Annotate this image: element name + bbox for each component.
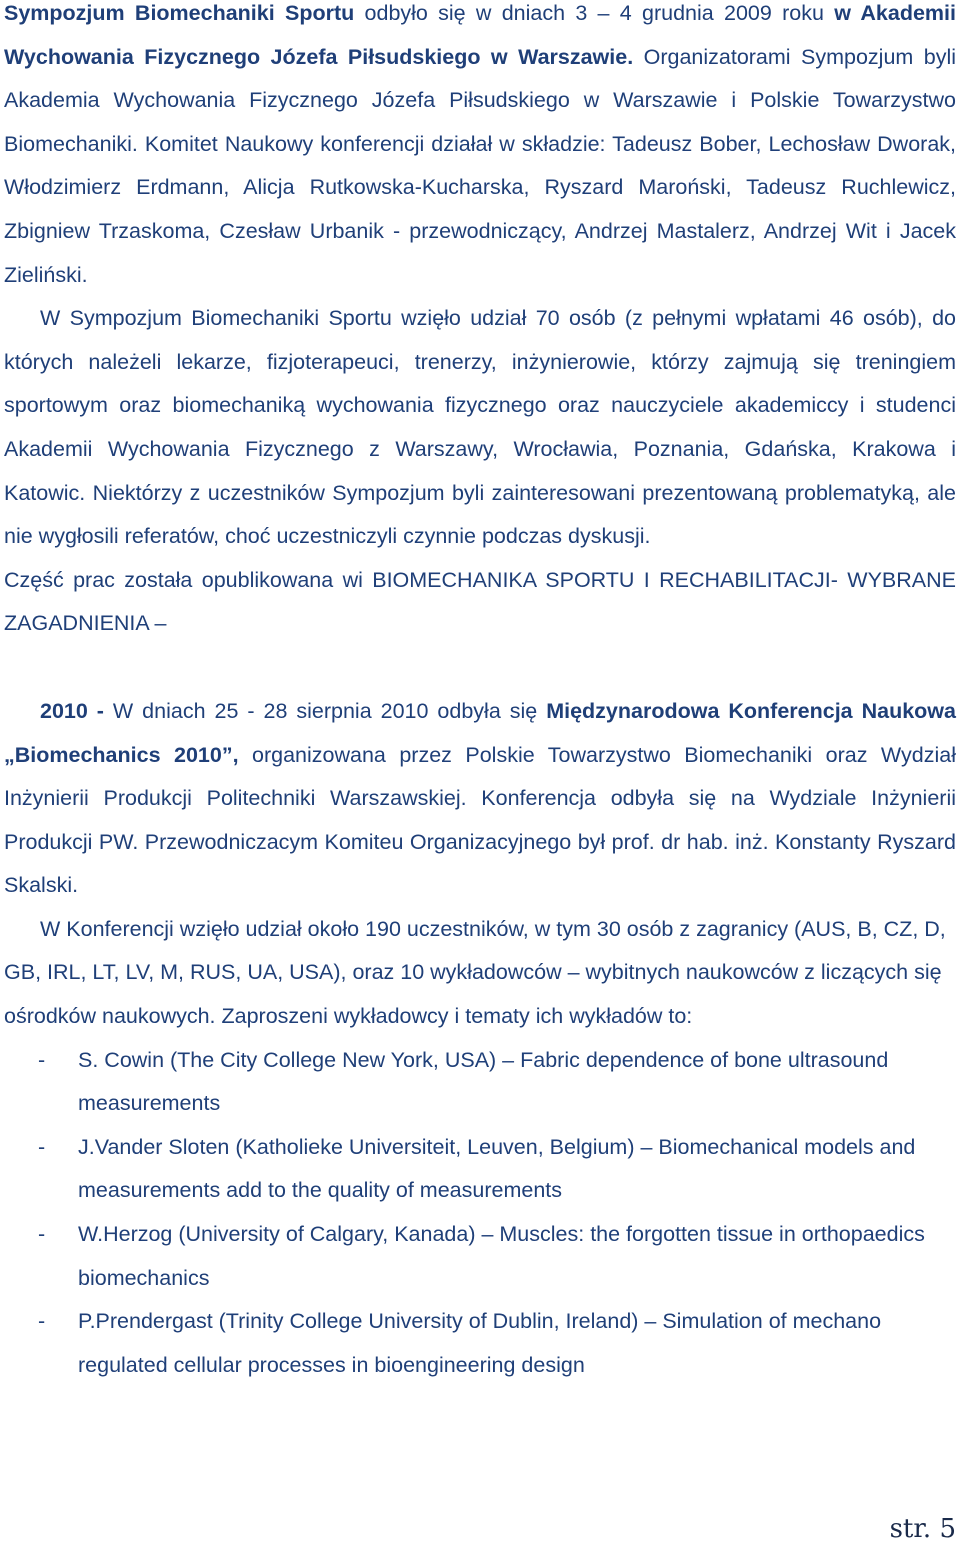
- symposium-venue: w Akademii Wychowania Fizycznego Józefa Piłsudskiego w Warszawie.: [4, 1, 956, 69]
- lecture-text: P.Prendergast (Trinity College University of Dublin, Ireland) – Simulation of mechano regulated cellular processes in bioengineering design: [78, 1309, 882, 1377]
- lecture-text: W.Herzog (University of Calgary, Kanada) – Muscles: the forgotten tissue in orthopaedics biomechanics: [78, 1222, 925, 1290]
- conference-details: organizowana przez Polskie Towarzystwo Biomechaniki oraz Wydział Inżynierii Produkcji Politechniki Warszawskiej. Konferencja odbyła się na Wydziale Inżynierii Produkcji PW. Przewodniczacym Komiteu Organizacyjnego był prof. dr hab. inż. Konstanty Ryszard Skalski.: [4, 742, 956, 898]
- page-number: str. 5: [889, 1514, 956, 1544]
- lecture-item: [4, 1300, 956, 1387]
- symposium-name: Sympozjum Biomechaniki Sportu: [4, 1, 355, 25]
- list-dash: -: [38, 1047, 46, 1072]
- lecture-list: [4, 1039, 956, 1388]
- paragraph-participants: W Sympozjum Biomechaniki Sportu wzięło udział 70 osób (z pełnymi wpłatami 46 osób), do których należeli lekarze, fizjoterapeuci, trenerzy, inżynierowie, którzy zajmują się treningiem sportowym oraz biomechaniką wychowania fizycznego oraz nauczyciele akademiccy i studenci Akademii Wychowania Fizycznego z Warszawy, Wrocławia, Poznania, Gdańska, Krakowa i Katowic. Niektórzy z uczestników Sympozjum byli zainteresowani prezentowaną problematyką, ale nie wygłosili referatów, choć uczestniczyli czynnie podczas dyskusji.: [4, 306, 956, 549]
- list-dash: -: [38, 1134, 46, 1159]
- document-page: [4, 0, 956, 1387]
- conference-name: Międzynarodowa Konferencja Naukowa „Biomechanics 2010”,: [4, 698, 956, 767]
- lecture-item: [4, 1126, 956, 1213]
- lecture-text: J.Vander Sloten (Katholieke Universiteit, Leuven, Belgium) – Biomechanical models and measurements add to the quality of measurements: [78, 1134, 916, 1203]
- symposium-dates: odbyło się w dniach 3 – 4 grudnia 2009 roku: [354, 1, 835, 25]
- lecture-item: [4, 1213, 956, 1300]
- paragraph-symposium: [4, 0, 956, 297]
- conference-year: 2010 -: [40, 698, 104, 723]
- list-dash: -: [38, 1309, 46, 1334]
- paragraph-gap: [4, 646, 956, 690]
- paragraph-conference-attendance: W Konferencji wzięło udział około 190 uczestników, w tym 30 osób z zagranicy (AUS, B, CZ, D, GB, IRL, LT, LV, M, RUS, UA, USA), oraz 10 wykładowców – wybitnych naukowców z liczących się ośrodków naukowych. Zaproszeni wykładowcy i tematy ich wykładów to:: [4, 916, 946, 1029]
- lecture-text: S. Cowin (The City College New York, USA) – Fabric dependence of bone ultrasound measurements: [78, 1047, 889, 1116]
- list-dash: -: [38, 1222, 46, 1247]
- lecture-item: [4, 1039, 956, 1126]
- conference-dates: W dniach 25 - 28 sierpnia 2010 odbyła się: [103, 698, 547, 723]
- paragraph-publication: Część prac została opublikowana wi BIOMECHANIKA SPORTU I RECHABILITACJI- WYBRANE ZAGADNIENIA –: [4, 567, 956, 636]
- paragraph-conference-2010: [4, 690, 956, 908]
- symposium-organizers: Organizatorami Sympozjum byli Akademia Wychowania Fizycznego Józefa Piłsudskiego w Warszawie i Polskie Towarzystwo Biomechaniki. Komitet Naukowy konferencji działał w składzie: Tadeusz Bober, Lechosław Dworak, Włodzimierz Erdmann, Alicja Rutkowska-Kucharska, Ryszard Maroński, Tadeusz Ruchlewicz, Zbigniew Trzaskoma, Czesław Urbanik - przewodniczący, Andrzej Mastalerz, Andrzej Wit i Jacek Zieliński.: [4, 44, 956, 287]
